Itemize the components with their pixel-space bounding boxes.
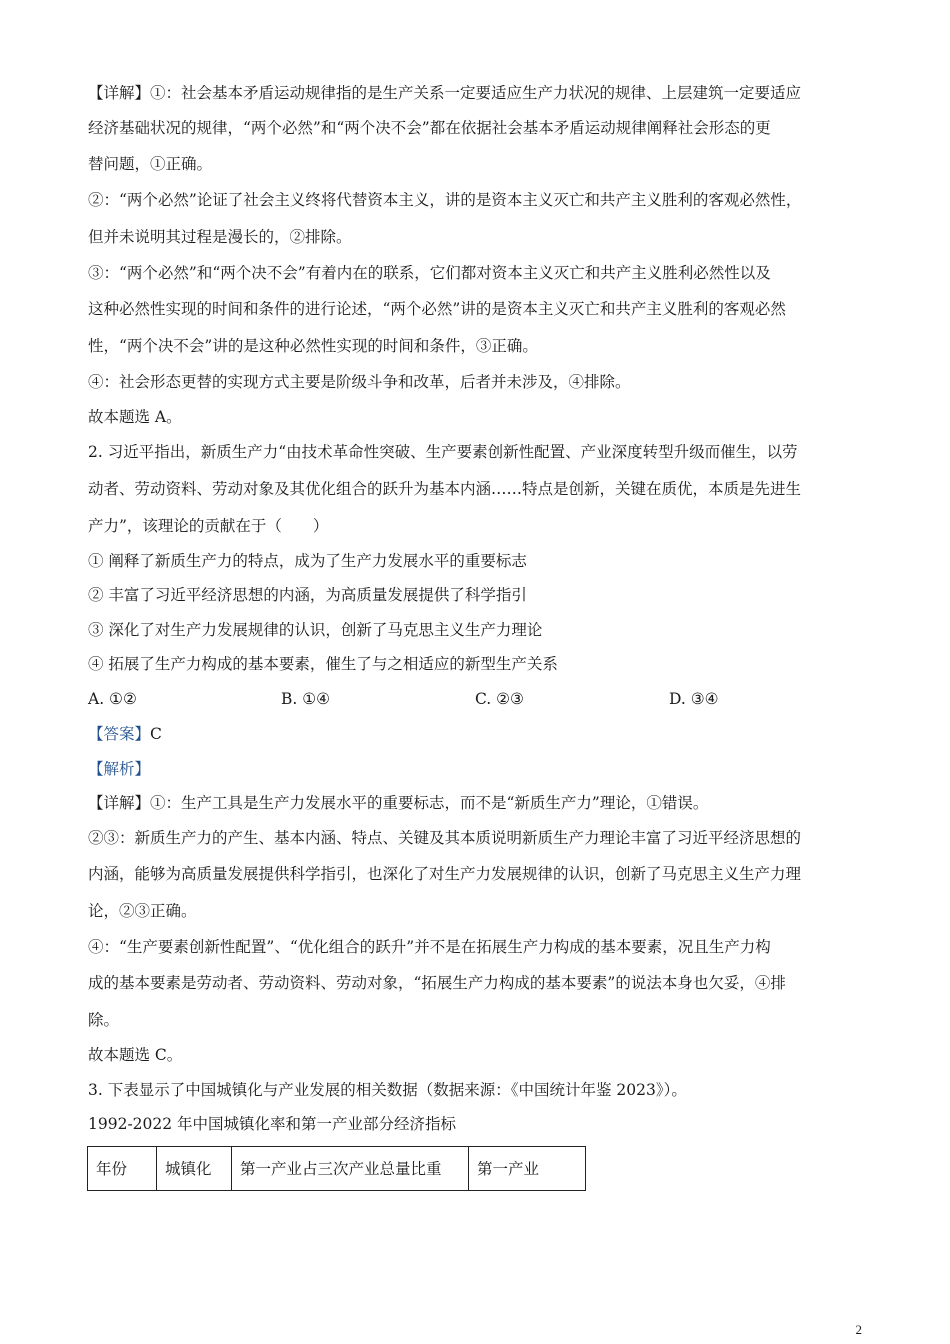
answer-value: C	[150, 725, 162, 743]
table-header-cell: 年份	[88, 1147, 157, 1191]
explanation-2-line-2: ②③：新质生产力的产生、基本内涵、特点、关键及其本质说明新质生产力理论丰富了习近平经济思想的	[88, 829, 802, 847]
explanation-2-line-5: ④：“生产要素创新性配置”、“优化组合的跃升”并不是在拓展生产力构成的基本要素，况且生产力构	[88, 938, 771, 956]
explanation-2-line-3: 内涵，能够为高质量发展提供科学指引，也深化了对生产力发展规律的认识，创新了马克思主义生产力理	[88, 865, 802, 883]
question-2-item-2: ② 丰富了习近平经济思想的内涵，为高质量发展提供了科学指引	[88, 586, 527, 604]
explanation-1-line-7: 这种必然性实现的时间和条件的进行论述，“两个必然”讲的是资本主义灭亡和共产主义胜利的客观必然	[88, 300, 786, 318]
question-2-item-1: ① 阐释了新质生产力的特点，成为了生产力发展水平的重要标志	[88, 552, 527, 570]
explanation-1-line-5: 但并未说明其过程是漫长的，②排除。	[88, 228, 352, 246]
data-table	[87, 1146, 586, 1191]
table-header-cell: 第一产业	[469, 1147, 586, 1191]
question-3-stem: 3. 下表显示了中国城镇化与产业发展的相关数据（数据来源：《中国统计年鉴 2023》）。	[88, 1081, 687, 1099]
question-2-stem-line-2: 动者、劳动资料、劳动对象及其优化组合的跃升为基本内涵……特点是创新，关键在质优，本质是先进生	[88, 480, 802, 498]
analysis-tag: 【解析】	[88, 760, 151, 778]
page-number: 2	[855, 1322, 862, 1337]
explanation-2-line-6: 成的基本要素是劳动者、劳动资料、劳动对象，“拓展生产力构成的基本要素”的说法本身也欠妥，④排	[88, 974, 786, 992]
explanation-1-line-4: ②：“两个必然”论证了社会主义终将代替资本主义，讲的是资本主义灭亡和共产主义胜利的客观必然性，	[88, 191, 802, 209]
answer-tag: 【答案】	[88, 725, 151, 743]
table-title: 1992-2022 年中国城镇化率和第一产业部分经济指标	[88, 1115, 457, 1133]
question-2-stem-line-1: 2. 习近平指出，新质生产力“由技术革命性突破、生产要素创新性配置、产业深度转型升级而催生，以劳	[88, 443, 798, 461]
explanation-2-line-1: 【详解】①：生产工具是生产力发展水平的重要标志，而不是“新质生产力”理论，①错误。	[88, 794, 709, 812]
explanation-1-line-2: 经济基础状况的规律，“两个必然”和“两个决不会”都在依据社会基本矛盾运动规律阐释社会形态的更	[88, 119, 771, 137]
answer-line	[88, 723, 878, 745]
explanation-2-conclusion: 故本题选 C。	[88, 1046, 183, 1064]
explanation-1-line-9: ④：社会形态更替的实现方式主要是阶级斗争和改革，后者并未涉及，④排除。	[88, 373, 631, 391]
question-2-item-3: ③ 深化了对生产力发展规律的认识，创新了马克思主义生产力理论	[88, 621, 543, 639]
table-header-cell: 城镇化	[157, 1147, 232, 1191]
explanation-2-line-7: 除。	[88, 1011, 120, 1029]
explanation-1-line-1: 【详解】①：社会基本矛盾运动规律指的是生产关系一定要适应生产力状况的规律、上层建筑一定要适应	[88, 84, 802, 102]
option-b: B. ①④	[281, 690, 331, 708]
option-a: A. ①②	[88, 690, 137, 708]
question-2-stem-line-3: 产力”，该理论的贡献在于（ ）	[88, 517, 329, 535]
question-2-item-4: ④ 拓展了生产力构成的基本要素，催生了与之相适应的新型生产关系	[88, 655, 558, 673]
explanation-1-line-3: 替问题，①正确。	[88, 155, 213, 173]
explanation-1-line-8: 性，“两个决不会”讲的是这种必然性实现的时间和条件，③正确。	[88, 337, 538, 355]
explanation-1-line-6: ③：“两个必然”和“两个决不会”有着内在的联系，它们都对资本主义灭亡和共产主义胜利必然性以及	[88, 264, 771, 282]
option-d: D. ③④	[669, 690, 719, 708]
explanation-2-line-4: 论，②③正确。	[88, 902, 197, 920]
table-header-cell: 第一产业占三次产业总量比重	[232, 1147, 469, 1191]
option-c: C. ②③	[475, 690, 524, 708]
explanation-1-conclusion: 故本题选 A。	[88, 408, 182, 426]
table-header-row	[88, 1147, 586, 1191]
